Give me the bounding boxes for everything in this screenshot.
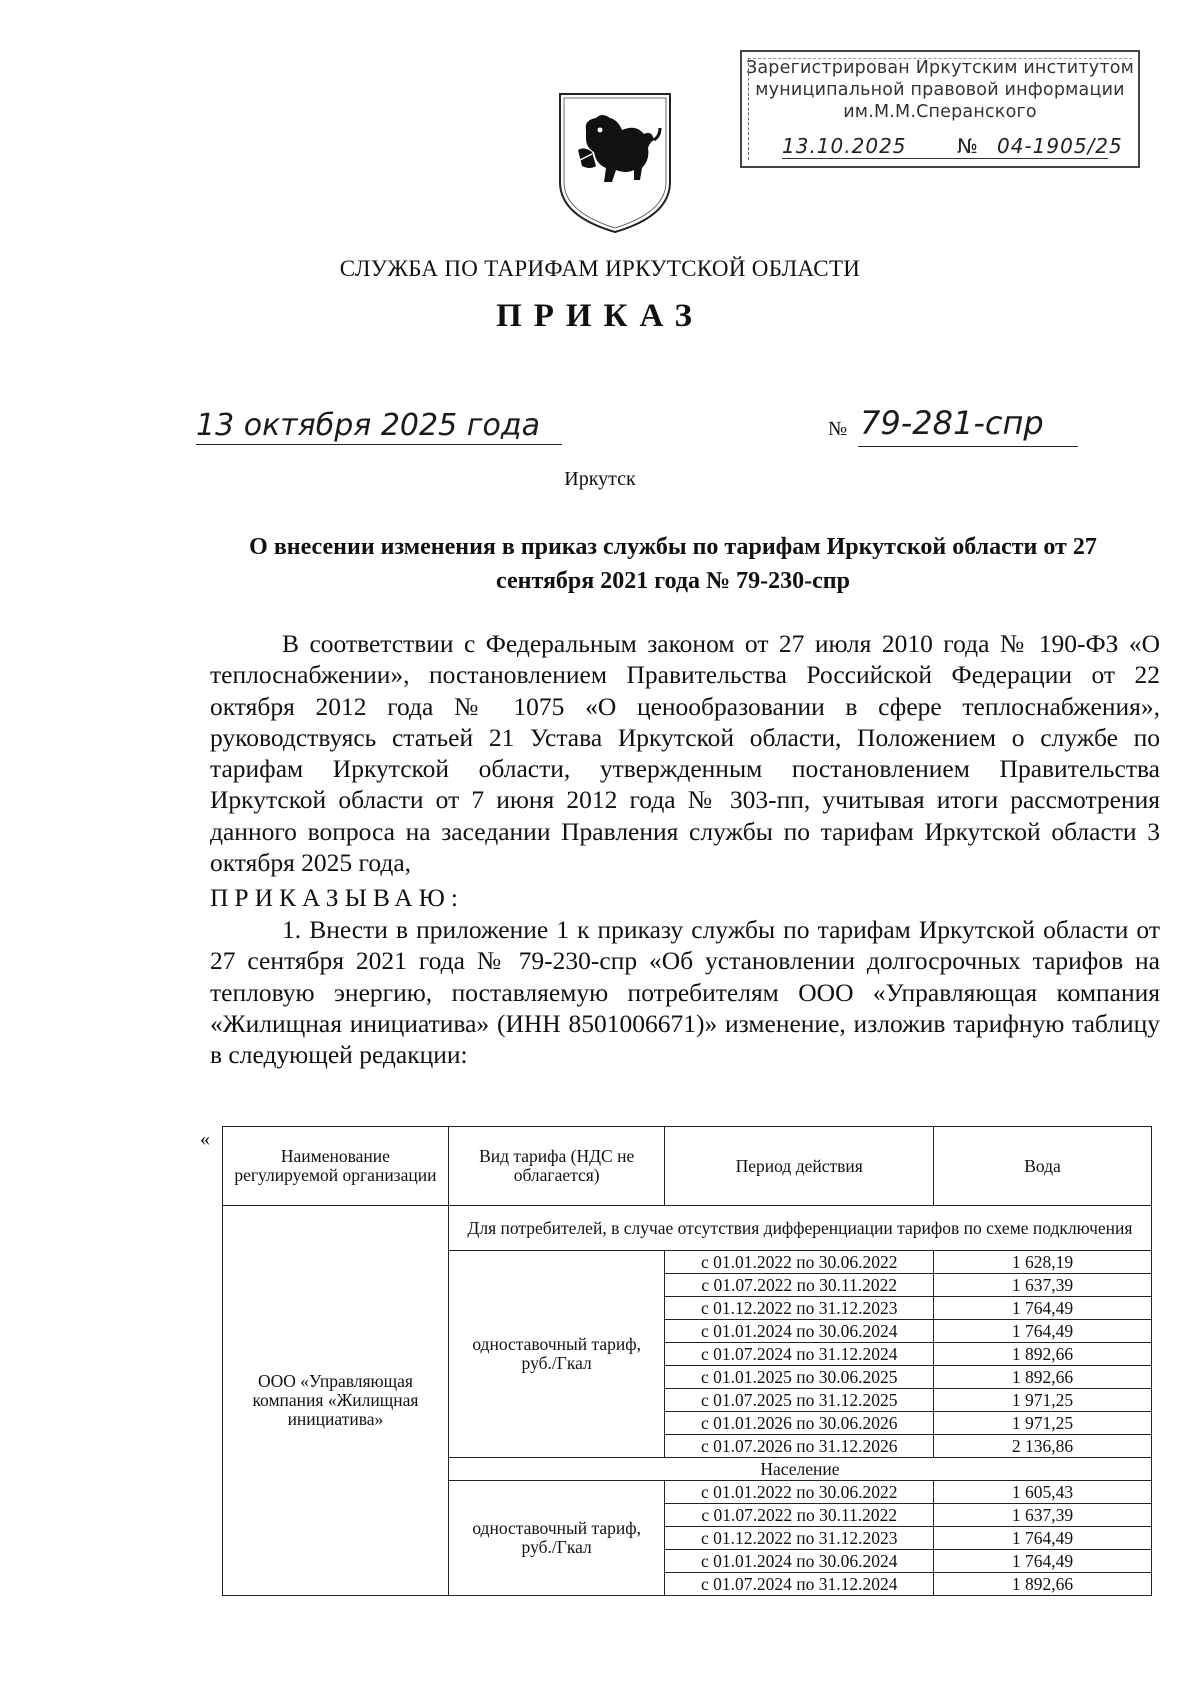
table-row-period: с 01.07.2022 по 30.11.2022 [665, 1504, 934, 1527]
table-row-period: с 01.01.2026 по 30.06.2026 [665, 1412, 934, 1435]
header-org: Наименование регулируемой организации [223, 1127, 449, 1206]
city: Иркутск [564, 468, 636, 490]
stamp-line-1: Зарегистрирован Иркутским институтом [745, 58, 1135, 78]
header-period: Период действия [665, 1127, 934, 1206]
handwritten-date: 13 октября 2025 года [196, 408, 540, 443]
tariff-table [222, 1126, 1152, 1596]
registration-stamp [740, 50, 1140, 168]
table-row-value: 1 637,39 [934, 1274, 1152, 1297]
header-water: Вода [934, 1127, 1152, 1206]
table-row-value: 1 892,66 [934, 1366, 1152, 1389]
document-title: ПРИКАЗ [496, 298, 704, 334]
order-number-prefix: № [828, 418, 848, 440]
group-population: Население [448, 1458, 1151, 1481]
document-subject: О внесении изменения в приказ службы по тарифам Иркутской области от 27 сентября 2021 года № 79-230-спр [249, 534, 1097, 594]
tariff-type-cell-1: одноставочный тариф, руб./Гкал [448, 1251, 665, 1458]
table-row-value: 1 637,39 [934, 1504, 1152, 1527]
table-row-value: 1 764,49 [934, 1297, 1152, 1320]
table-row-period: с 01.01.2025 по 30.06.2025 [665, 1366, 934, 1389]
header-tariff-type: Вид тарифа (НДС не облагается) [448, 1127, 665, 1206]
table-row-period: с 01.07.2024 по 31.12.2024 [665, 1573, 934, 1596]
stamp-line-2: муниципальной правовой информации [755, 80, 1125, 100]
stamp-date: 13.10.2025 [782, 134, 907, 158]
point-1-paragraph: 1. Внести в приложение 1 к приказу службы по тарифам Иркутской области от 27 сентября 2021 года № 79-230-спр «Об установлении долгосрочных тарифов на тепловую энергию, поставляемую потребителям ООО «Управляющая компания «Жилищная инициатива» (ИНН 8501006671)» изменение, изложив тарифную таблицу в следующей редакции: [210, 915, 1160, 1070]
table-row-value: 1 605,43 [934, 1481, 1152, 1504]
table-row-period: с 01.01.2022 по 30.06.2022 [665, 1481, 934, 1504]
table-row-period: с 01.07.2024 по 31.12.2024 [665, 1343, 934, 1366]
table-row-value: 1 892,66 [934, 1343, 1152, 1366]
table-row-period: с 01.12.2022 по 31.12.2023 [665, 1527, 934, 1550]
handwritten-order-number: 79-281-спр [860, 404, 1044, 442]
agency-name: СЛУЖБА ПО ТАРИФАМ ИРКУТСКОЙ ОБЛАСТИ [339, 256, 861, 281]
table-row-value: 2 136,86 [934, 1435, 1152, 1458]
table-row-period: с 01.07.2025 по 31.12.2025 [665, 1389, 934, 1412]
preamble-paragraph: В соответствии с Федеральным законом от 27 июля 2010 года № 190-ФЗ «О теплоснабжении», постановлением Правительства Российской Федерации от 22 октября 2012 года № 1075 «О ценообразовании в сфере теплоснабжения», руководствуясь статьей 21 Устава Иркутской области, Положением о службе по тарифам Иркутской области, утвержденным постановлением Правительства Иркутской области от 7 июня 2012 года № 303-пп, учитывая итоги рассмотрения данного вопроса на заседании Правления службы по тарифам Иркутской области 3 октября 2025 года, [210, 629, 1160, 878]
table-row-period: с 01.01.2024 по 30.06.2024 [665, 1320, 934, 1343]
table-row-value: 1 764,49 [934, 1527, 1152, 1550]
irkutsk-coat-of-arms-icon [556, 90, 674, 236]
stamp-number: 04-1905/25 [997, 134, 1123, 158]
table-row-value: 1 971,25 [934, 1389, 1152, 1412]
table-row-period: с 01.01.2022 по 30.06.2022 [665, 1251, 934, 1274]
table-row-value: 1 628,19 [934, 1251, 1152, 1274]
org-name-cell: ООО «Управляющая компания «Жилищная инициатива» [223, 1206, 449, 1596]
table-row-period: с 01.01.2024 по 30.06.2024 [665, 1550, 934, 1573]
opening-quote: « [200, 1128, 210, 1150]
table-row-value: 1 764,49 [934, 1320, 1152, 1343]
stamp-line-3: им.М.М.Сперанского [843, 102, 1037, 122]
decree-word: ПРИКАЗЫВАЮ: [210, 883, 464, 912]
table-row-period: с 01.07.2026 по 31.12.2026 [665, 1435, 934, 1458]
stamp-number-prefix: № [957, 134, 978, 158]
table-row-value: 1 764,49 [934, 1550, 1152, 1573]
table-row-value: 1 892,66 [934, 1573, 1152, 1596]
tariff-type-cell-2: одноставочный тариф, руб./Гкал [448, 1481, 665, 1596]
table-row-period: с 01.07.2022 по 30.11.2022 [665, 1274, 934, 1297]
table-row-value: 1 971,25 [934, 1412, 1152, 1435]
table-row-period: с 01.12.2022 по 31.12.2023 [665, 1297, 934, 1320]
group-consumers: Для потребителей, в случае отсутствия дифференциации тарифов по схеме подключения [448, 1206, 1151, 1251]
